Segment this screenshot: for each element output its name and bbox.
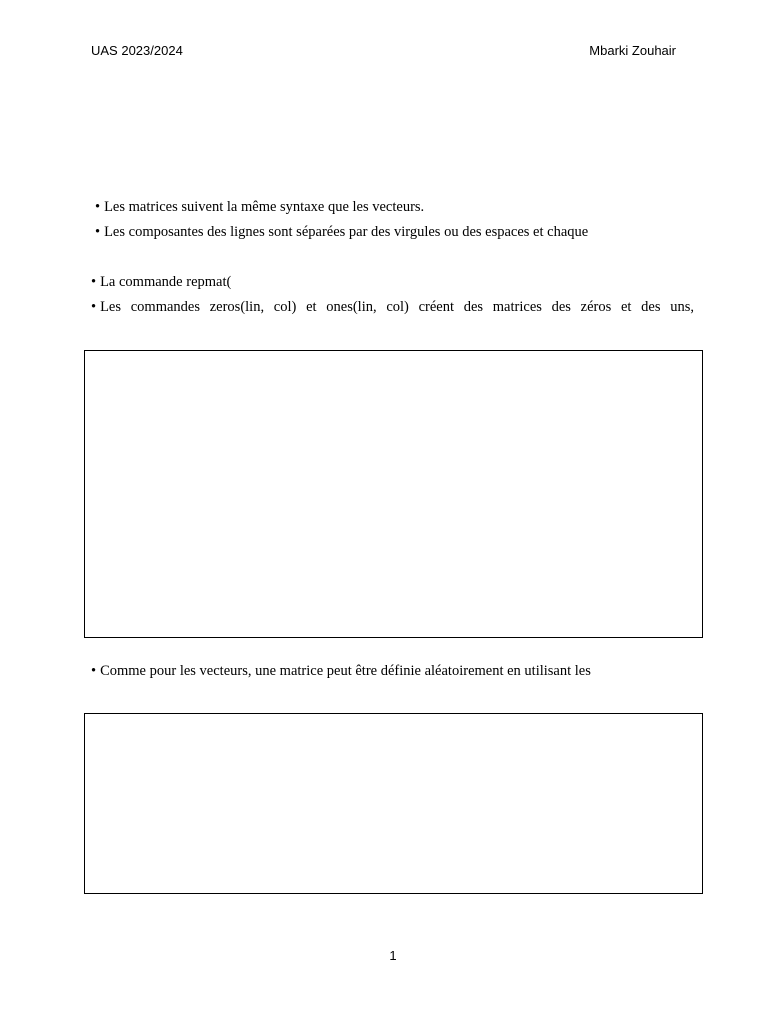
bullet-symbol: • — [91, 299, 97, 315]
bullet-text-4: Les commandes zeros(lin, col) et ones(lin, col) créent des matrices des zéros et des uns, — [100, 299, 694, 315]
bullet-text-5: Comme pour les vecteurs, une matrice peut être définie aléatoirement en utilisant les — [100, 663, 591, 679]
bullet-symbol: • — [95, 224, 101, 240]
bullet-item-3 — [91, 273, 231, 291]
bullet-item-1 — [95, 198, 424, 216]
bullet-item-4 — [91, 298, 694, 316]
bullet-text-2: Les composantes des lignes sont séparées par des virgules ou des espaces et chaque — [104, 224, 589, 240]
bullet-text-3: La commande repmat( — [100, 274, 232, 290]
bullet-item-2 — [95, 223, 588, 241]
bullet-item-5 — [91, 662, 591, 680]
bullet-symbol: • — [91, 274, 97, 290]
figure-placeholder-box — [84, 350, 703, 638]
bullet-symbol: • — [95, 199, 101, 215]
bullet-text-1: Les matrices suivent la même syntaxe que les vecteurs. — [104, 199, 425, 215]
figure-placeholder-box — [84, 713, 703, 894]
page-number: 1 — [389, 948, 397, 963]
bullet-symbol: • — [91, 663, 97, 679]
header-right-text: Mbarki Zouhair — [589, 43, 676, 58]
header-left-text: UAS 2023/2024 — [91, 43, 183, 58]
